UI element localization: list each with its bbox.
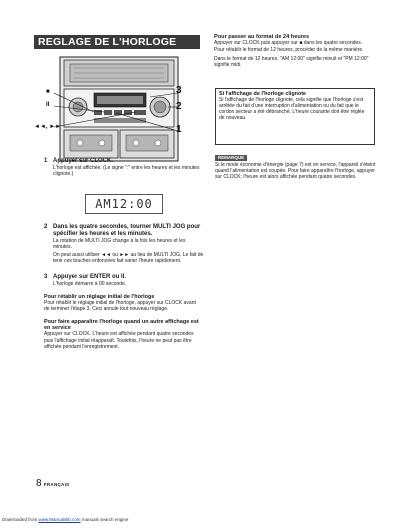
reset-section <box>44 294 202 313</box>
stop-symbol: ■ <box>46 89 50 95</box>
callout-2: 2 <box>176 101 182 112</box>
step-text: L'horloge est affichée. (Le signe ":" entre les heures et les minutes clignote.) <box>53 165 200 178</box>
step-heading: Appuyer sur CLOCK. <box>53 158 114 164</box>
pause-symbol: II <box>46 102 50 108</box>
step-text: On peut aussi utiliser ◄◄ ou ►► au lieu de MULTI JOG. Le fait de tenir ces touches enfoncées fait varier l'heure rapidement. <box>53 251 204 265</box>
page-footer <box>36 478 69 489</box>
reset-text: Pour rétablir le réglage initial de l'horloge, appuyer sur CLOCK avant de terminer l'étape 3. Ceci annule tout nouveau réglage. <box>44 300 196 313</box>
blink-note-box <box>215 88 375 145</box>
step-heading: Appuyer sur ENTER ou II. <box>53 274 127 280</box>
page-number: 8 <box>36 478 42 489</box>
clock-display <box>85 194 163 214</box>
step-number: 2 <box>44 224 48 230</box>
format-text-1: Appuyer sur CLOCK puis appuyer sur ■ dans les quatre secondes. <box>214 40 363 47</box>
skip-symbol: ◄◄, ►► <box>34 124 62 130</box>
callout-3: 3 <box>176 85 182 96</box>
blink-text: Si l'affichage de l'horloge clignote, cela signifie que l'horloge s'est arrêtée du fait d'une interruption d'alimentation ou du fait que le cordon secteur a été débranché. L'heure courante doit être réglée de nouveau. <box>219 97 365 122</box>
stereo-illustration <box>54 55 184 163</box>
step-text: L'horloge démarre à 00 seconde. <box>53 281 127 287</box>
step-heading: Dans les quatre secondes, tourner MULTI JOG pour spécifier les heures et les minutes. <box>53 224 201 237</box>
step-text: La rotation de MULTI JOG change à la fois les heures et les minutes. <box>53 238 186 251</box>
display-section <box>44 319 202 350</box>
display-text: Appuyer sur CLOCK. L'heure est affichée pendant quatre secondes puis l'affichage initial réapparaît. Toutefois, l'heure ne peut pas être affichée pendant l'enregistrement. <box>44 331 194 350</box>
download-prefix: Downloaded from <box>2 517 38 522</box>
step-3 <box>44 274 204 288</box>
callout-1: 1 <box>176 124 182 135</box>
language-label: FRANÇAIS <box>43 482 70 487</box>
format-heading: Pour passer au format de 24 heures <box>214 34 310 40</box>
note-text: Si le mode économie d'énergie (page 7) est en service, l'appareil s'éteint quand l'alimentation est coupée. Pour faire apparaître l'horloge, appuyer sur CLOCK; l'heure est alors affichée pendant quatre secondes. <box>215 162 376 181</box>
step-number: 1 <box>44 158 48 164</box>
section-title: REGLAGE DE L'HORLOGE <box>34 35 200 49</box>
manualslib-link[interactable]: www.Manualslib.com <box>38 517 81 522</box>
clock-display-text: AM12:00 <box>95 197 153 211</box>
download-note <box>2 517 128 522</box>
note-label: REMARQUE <box>215 155 247 161</box>
reset-heading: Pour rétablir un réglage initial de l'horloge <box>44 294 155 300</box>
format-text-3: Dans le format de 12 heures, "AM 12:00" signifie minuit et "PM 12:00" signifie midi. <box>214 55 369 69</box>
display-heading: Pour faire apparaître l'horloge quand un autre affichage est en service <box>44 319 199 332</box>
step-number: 3 <box>44 274 48 280</box>
step-2 <box>44 224 204 266</box>
step-1 <box>44 158 204 179</box>
format-text-2: Pour rétablir le format de 12 heures, procéder de la même manière. <box>214 46 364 53</box>
blink-heading: Si l'affichage de l'horloge clignote <box>219 91 307 97</box>
download-suffix: manuals search engine <box>81 517 129 522</box>
format-section <box>214 34 378 68</box>
